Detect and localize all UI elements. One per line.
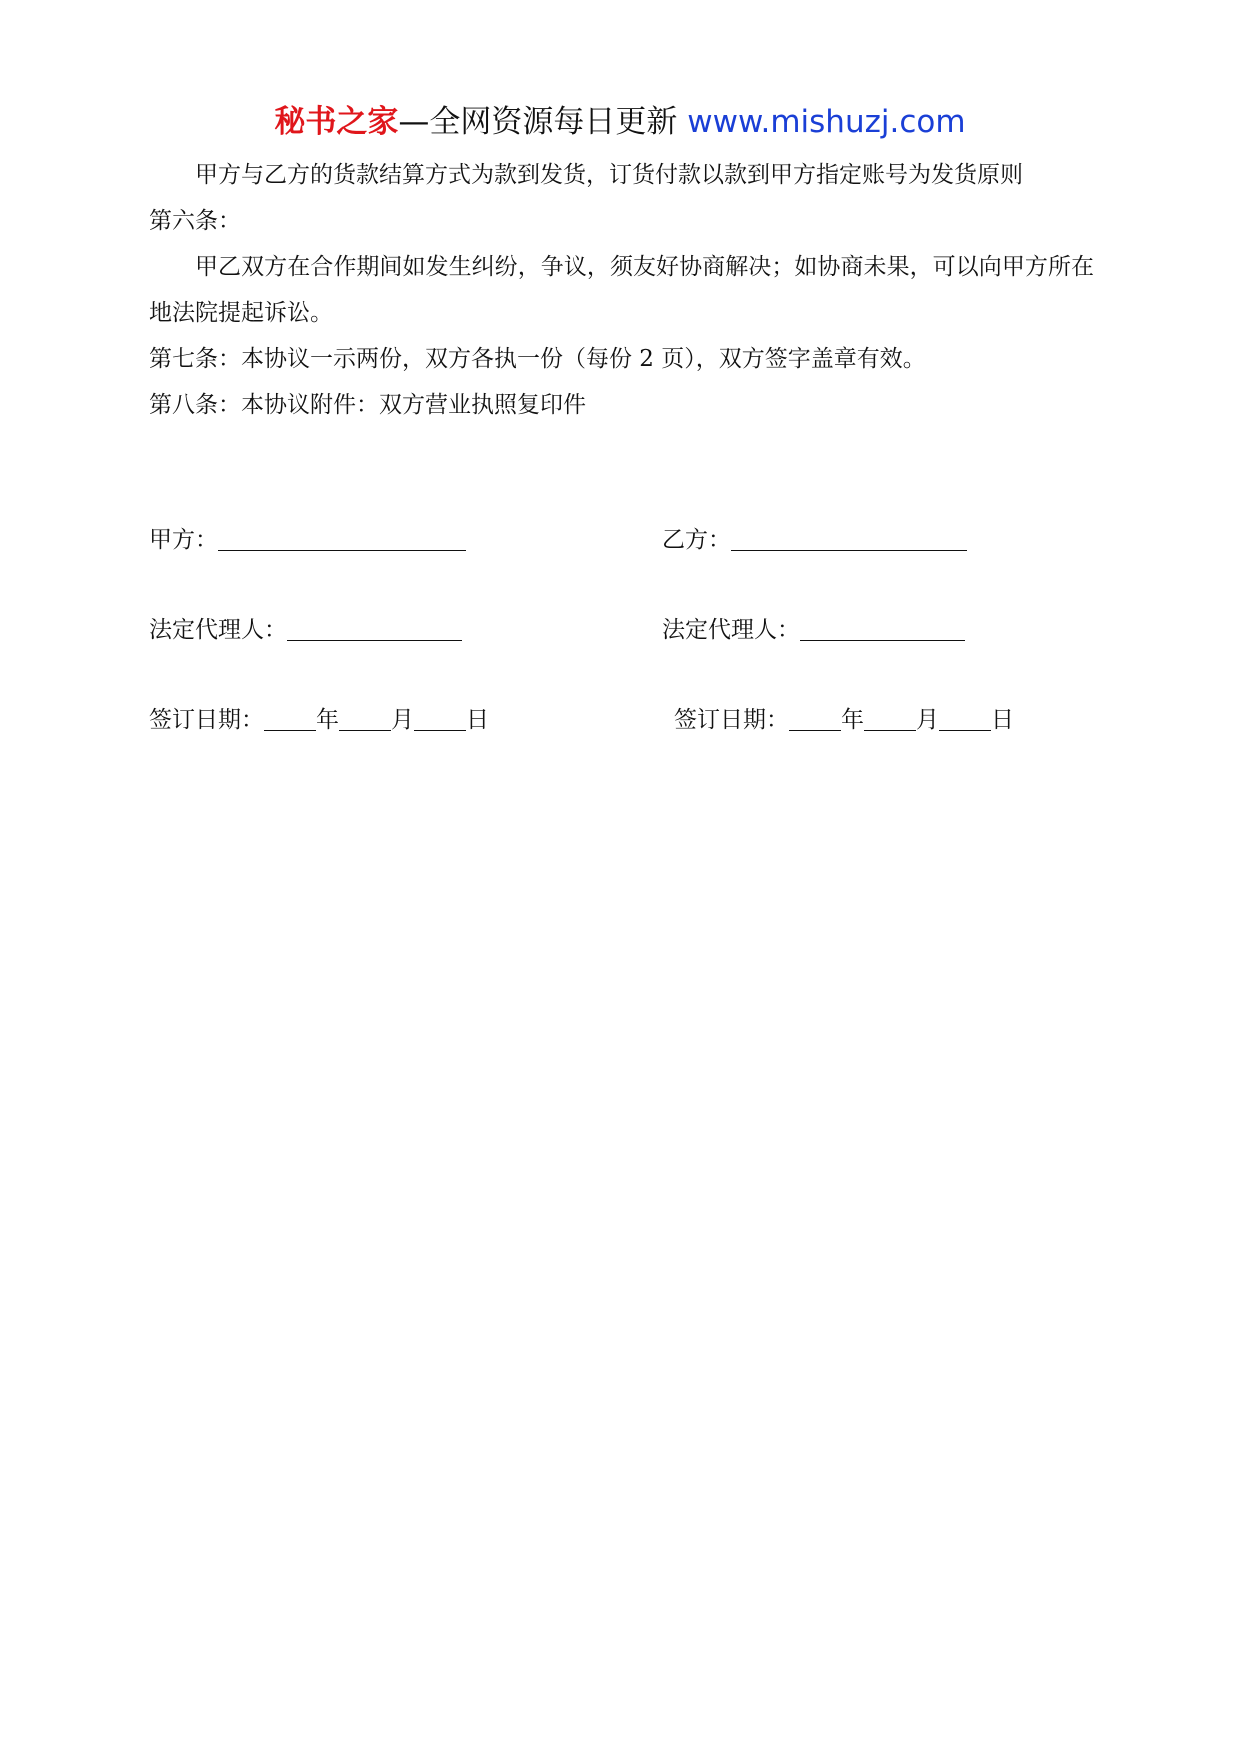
party-b-legal-rep-label: 法定代理人： — [662, 617, 800, 643]
party-a-month-label: 月 — [391, 707, 414, 733]
party-a-legal-rep-blank — [287, 612, 462, 641]
party-b-month-blank — [864, 702, 916, 731]
party-b-year-label: 年 — [841, 707, 864, 733]
party-b-legal-rep-blank — [800, 612, 965, 641]
party-a-year-blank — [264, 702, 316, 731]
header-tagline: —全网资源每日更新 — [398, 104, 678, 140]
party-b-year-blank — [789, 702, 841, 731]
watermark-header — [0, 100, 1240, 144]
contract-body — [149, 152, 1094, 428]
payment-terms-paragraph: 甲方与乙方的货款结算方式为款到发货，订货付款以款到甲方指定账号为发货原则 — [195, 162, 1023, 188]
article6-title: 第六条： — [149, 208, 241, 234]
party-a-day-blank — [414, 702, 466, 731]
party-b-signature — [662, 520, 967, 560]
party-b-date-label: 签订日期： — [674, 707, 789, 733]
party-a-sign-date — [149, 700, 489, 740]
party-a-legal-rep-label: 法定代理人： — [149, 617, 287, 643]
article7-text: 第七条：本协议一示两份，双方各执一份（每份 2 页），双方签字盖章有效。 — [149, 346, 926, 372]
party-a-label: 甲方： — [149, 527, 218, 553]
party-b-legal-rep — [662, 610, 965, 650]
article6-paragraph: 甲乙双方在合作期间如发生纠纷，争议，须友好协商解决；如协商未果，可以向甲方所在地法院提起诉讼。 — [149, 254, 1094, 326]
party-b-blank — [731, 522, 967, 551]
party-a-legal-rep — [149, 610, 462, 650]
party-b-month-label: 月 — [916, 707, 939, 733]
site-url: www.mishuzj.com — [677, 104, 966, 140]
party-a-day-label: 日 — [466, 707, 489, 733]
party-a-blank — [218, 522, 466, 551]
party-b-day-label: 日 — [991, 707, 1014, 733]
party-a-year-label: 年 — [316, 707, 339, 733]
party-b-day-blank — [939, 702, 991, 731]
party-b-label: 乙方： — [662, 527, 731, 553]
party-a-signature — [149, 520, 466, 560]
brand-name: 秘书之家 — [274, 104, 399, 140]
article8-text: 第八条：本协议附件：双方营业执照复印件 — [149, 392, 586, 418]
party-a-month-blank — [339, 702, 391, 731]
party-a-date-label: 签订日期： — [149, 707, 264, 733]
party-b-sign-date — [674, 700, 1014, 740]
